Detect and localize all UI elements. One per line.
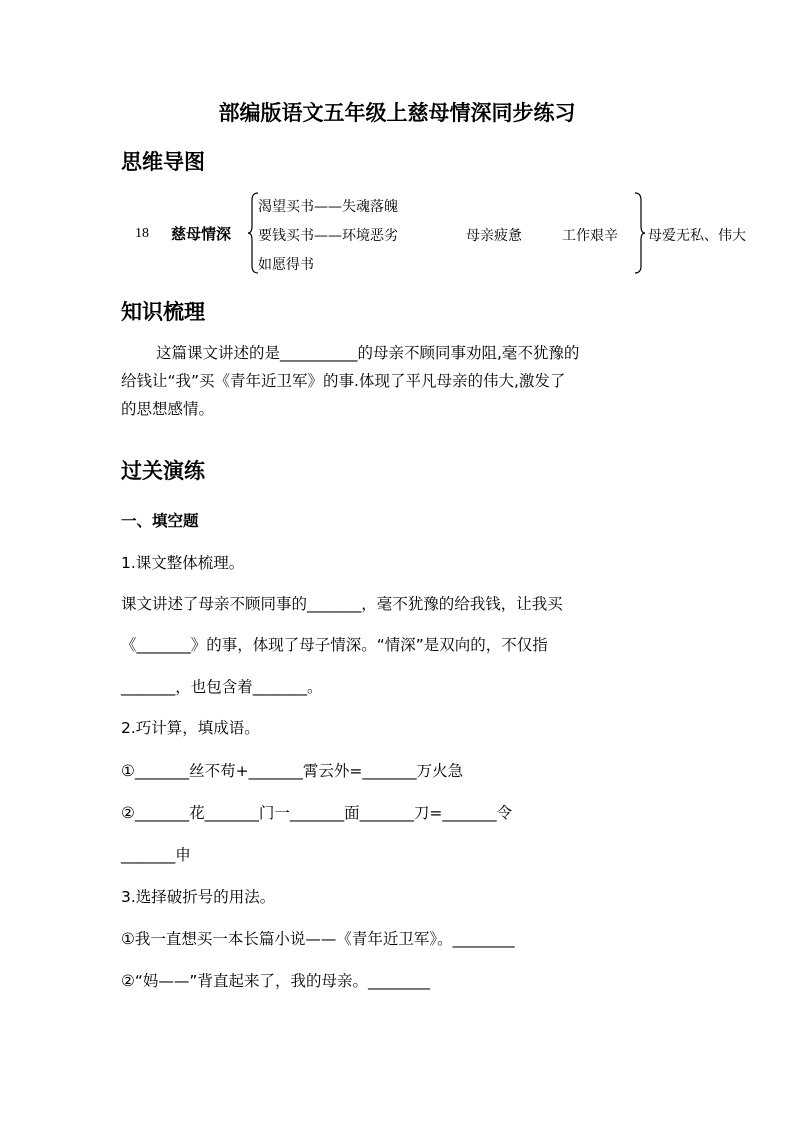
sub-point-1: 母亲疲惫 [466, 228, 522, 244]
knowledge-heading: 知识梳理 [121, 300, 205, 324]
q3-title: 3.选择破折号的用法。 [121, 888, 276, 906]
q3-line-1: ①我一直想买一本长篇小说——《青年近卫军》。________ [121, 930, 515, 948]
branch-1-label: 渴望买书 [258, 199, 314, 215]
mindmap-heading: 思维导图 [121, 150, 205, 174]
mindmap-branch-3: 如愿得书 [258, 257, 314, 273]
section-title: 一、填空题 [121, 512, 199, 530]
branch-1-dash: —— [314, 199, 342, 215]
branch-2-label: 要钱买书 [258, 228, 314, 244]
q1-line-2: 《_______》的事，体现了母子情深。“情深”是双向的，不仅指 [121, 636, 548, 654]
lesson-number: 18 [135, 226, 149, 241]
q2-title: 2.巧计算，填成语。 [121, 719, 260, 737]
knowledge-line-3: 的思想感情。 [121, 400, 215, 418]
branch-2-dash: —— [314, 228, 342, 244]
mindmap-branch-1 [258, 196, 398, 216]
right-brace [634, 192, 646, 274]
mindmap-root: 慈母情深 [171, 225, 232, 243]
sub-point-2: 工作艰辛 [562, 228, 618, 244]
practice-heading: 过关演练 [121, 459, 205, 483]
q1-title: 1.课文整体梳理。 [121, 554, 245, 572]
branch-1-detail: 失魂落魄 [342, 199, 398, 215]
q2-line-3: _______申 [121, 846, 191, 864]
mindmap-branch-2 [258, 225, 398, 245]
q1-line-3: _______，也包含着_______。 [121, 678, 323, 696]
document-title: 部编版语文五年级上慈母情深同步练习 [218, 100, 576, 125]
knowledge-line-1: 这篇课文讲述的是__________的母亲不顾同事劝阻,毫不犹豫的 [156, 344, 580, 362]
q2-line-2: ②_______花_______门一_______面_______刀=_______令 [121, 804, 513, 822]
knowledge-line-2: 给钱让“我”买《青年近卫军》的事.体现了平凡母亲的伟大,激发了 [121, 372, 566, 390]
q1-line-1: 课文讲述了母亲不顾同事的_______，毫不犹豫的给我钱，让我买 [121, 595, 563, 613]
q2-line-1: ①_______丝不苟+_______霄云外=_______万火急 [121, 762, 464, 780]
branch-2-detail: 环境恶劣 [342, 228, 398, 244]
q3-line-2: ②“妈——”背直起来了，我的母亲。________ [121, 972, 430, 990]
mindmap-conclusion: 母爱无私、伟大 [648, 228, 746, 244]
